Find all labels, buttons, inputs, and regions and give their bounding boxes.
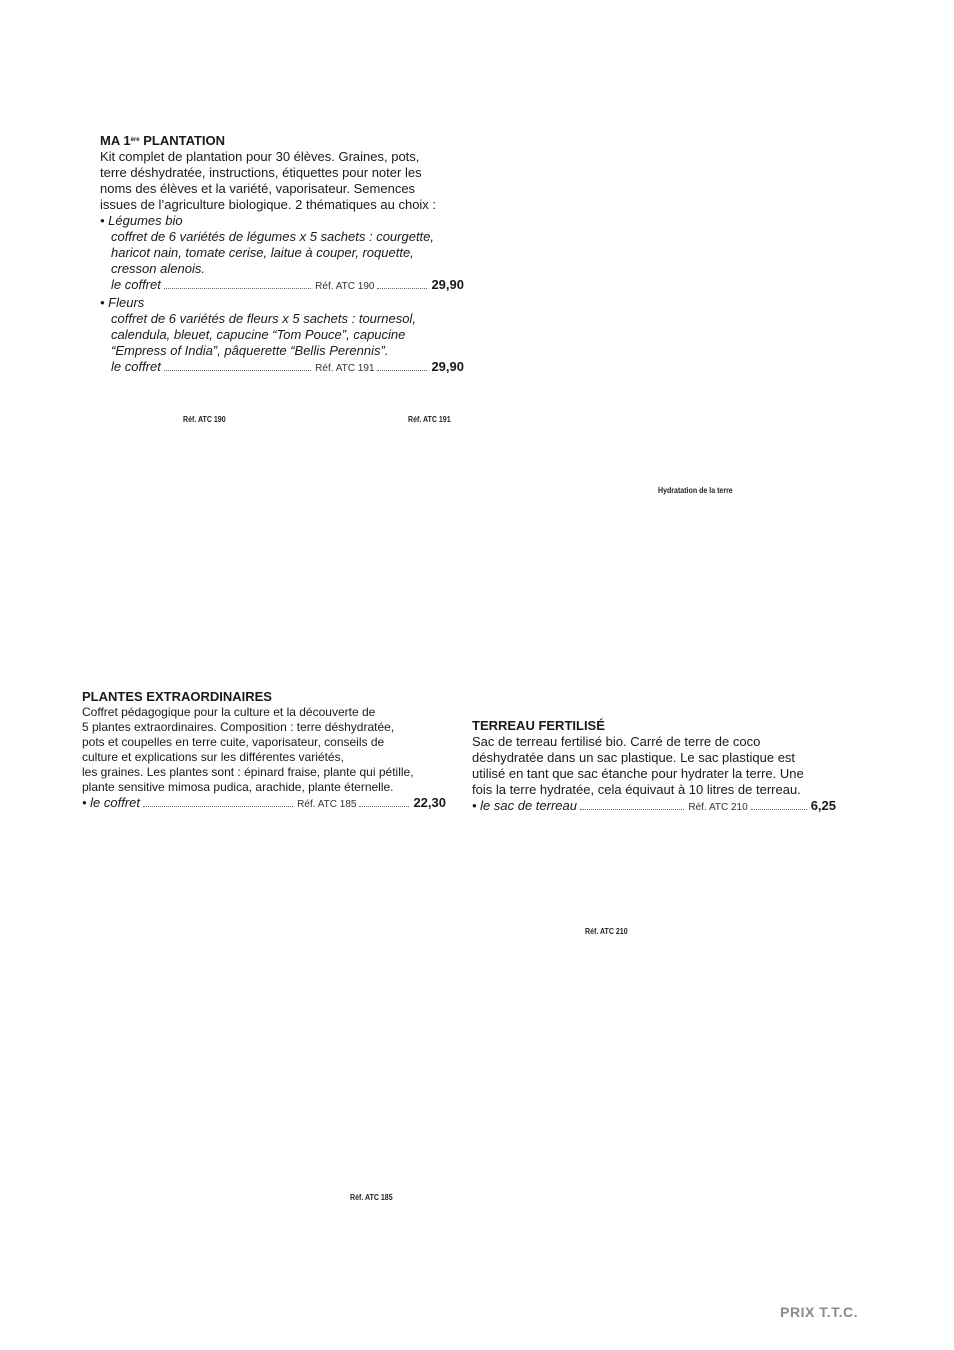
caption-atc190: Réf. ATC 190 [183, 415, 226, 424]
option-fleurs: • Fleurs coffret de 6 variétés de fleurs x 5 sachets : tournesol, calendula, bleuet, capucine “Tom Pouce”, capucine “Empress of India”, pâquerette “Bellis Perennis”. le coffret Réf. ATC 191 29,90 [100, 295, 464, 377]
price: 22,30 [413, 795, 446, 810]
price-line-atc210: • le sac de terreau Réf. ATC 210 6,25 [472, 798, 836, 813]
plantes-block [82, 689, 446, 813]
terreau-title: TERREAU FERTILISÉ [472, 718, 605, 733]
plantation-block [100, 133, 464, 377]
caption-atc191: Réf. ATC 191 [408, 415, 451, 424]
price-line-atc190: le coffret Réf. ATC 190 29,90 [111, 277, 464, 292]
terreau-description: Sac de terreau fertilisé bio. Carré de terre de coco déshydratée dans un sac plastique. Le sac plastique est utilisé en tant que sac étanche pour hydrater la terre. Une fois la terre hydratée, cela équivaut à 10 litres de terreau. [472, 734, 804, 797]
plantation-title: MA 1ère PLANTATION [100, 133, 226, 148]
price: 29,90 [431, 277, 464, 292]
plantes-description: Coffret pédagogique pour la culture et la découverte de 5 plantes extraordinaires. Composition : terre déshydratée, pots et coupelles en terre cuite, vaporisateur, conseils de culture et explications sur les différentes variétés, les graines. Les plantes sont : épinard fraise, plante qui pétille, plante sensitive mimosa pudica, arachide, plante éternelle. [82, 705, 414, 794]
price-line-atc191: le coffret Réf. ATC 191 29,90 [111, 359, 464, 374]
price: 6,25 [810, 798, 836, 813]
caption-atc210: Réf. ATC 210 [585, 927, 628, 936]
plantation-description: Kit complet de plantation pour 30 élèves. Graines, pots, terre déshydratée, instructions, étiquettes pour noter les noms des élèves et la variété, vaporisateur. Semences issues de l’agriculture biologique. 2 thématiques au choix : [100, 149, 437, 212]
option-legumes: • Légumes bio coffret de 6 variétés de légumes x 5 sachets : courgette, haricot nain, tomate cerise, laitue à couper, roquette, cresson alenois. le coffret Réf. ATC 190 29,90 [100, 213, 464, 295]
footer-prix-ttc: PRIX T.T.C. [780, 1304, 858, 1320]
price-line-atc185: • le coffret Réf. ATC 185 22,30 [82, 795, 446, 810]
caption-atc185: Réf. ATC 185 [350, 1193, 393, 1202]
terreau-block [472, 718, 836, 816]
price: 29,90 [431, 359, 464, 374]
caption-hydratation: Hydratation de la terre [658, 486, 733, 495]
plantes-title: PLANTES EXTRAORDINAIRES [82, 689, 272, 704]
